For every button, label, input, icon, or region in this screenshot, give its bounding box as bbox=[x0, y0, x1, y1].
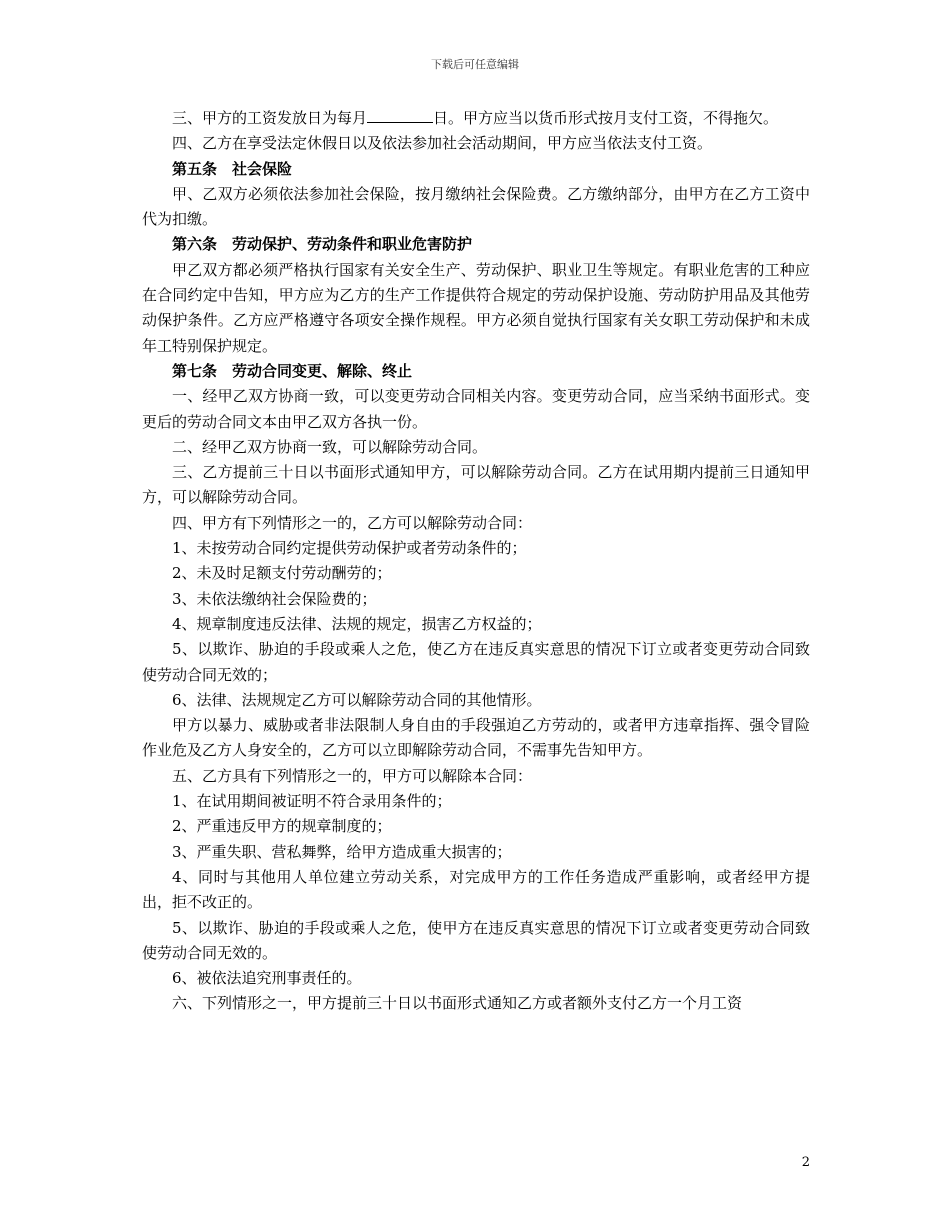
paragraph bbox=[142, 106, 810, 131]
paragraph: 6、被依法追究刑事责任的。 bbox=[172, 969, 362, 988]
page-header: 下载后可任意编辑 bbox=[431, 58, 519, 71]
paragraph: 4、规章制度违反法律、法规的规定，损害乙方权益的； bbox=[172, 614, 542, 633]
document-body bbox=[142, 106, 810, 1017]
section-heading: 第五条 社会保险 bbox=[172, 159, 293, 178]
paragraph: 2、严重违反甲方的规章制度的； bbox=[172, 817, 392, 836]
paragraph: 甲乙双方都必须严格执行国家有关安全生产、劳动保护、职业卫生等规定。有职业危害的工种应在合同约定中告知，甲方应为乙方的生产工作提供符合规定的劳动保护设施、劳动防护用品及其他劳动保护条件。乙方应严格遵守各项安全操作规程。甲方必须自觉执行国家有关女职工劳动保护和未成年工特别保护规定。 bbox=[142, 260, 810, 355]
paragraph: 5、以欺诈、胁迫的手段或乘人之危，使乙方在违反真实意思的情况下订立或者变更劳动合同致使劳动合同无效的； bbox=[142, 640, 810, 684]
paragraph: 六、下列情形之一，甲方提前三十日以书面形式通知乙方或者额外支付乙方一个月工资 bbox=[172, 994, 743, 1013]
paragraph: 1、未按劳动合同约定提供劳动保护或者劳动条件的； bbox=[172, 539, 527, 558]
paragraph: 5、以欺诈、胁迫的手段或乘人之危，使甲方在违反真实意思的情况下订立或者变更劳动合同致使劳动合同无效的。 bbox=[142, 918, 810, 962]
paragraph: 6、法律、法规规定乙方可以解除劳动合同的其他情形。 bbox=[172, 690, 542, 709]
paragraph: 1、在试用期间被证明不符合录用条件的； bbox=[172, 792, 452, 811]
paragraph: 甲、乙双方必须依法参加社会保险，按月缴纳社会保险费。乙方缴纳部分，由甲方在乙方工资中代为扣缴。 bbox=[142, 184, 810, 229]
page-number: 2 bbox=[801, 1155, 810, 1170]
paragraph: 2、未及时足额支付劳动酬劳的； bbox=[172, 564, 392, 583]
paragraph: 二、经甲乙双方协商一致，可以解除劳动合同。 bbox=[172, 437, 488, 456]
paragraph: 三、乙方提前三十日以书面形式通知甲方，可以解除劳动合同。乙方在试用期内提前三日通知甲方，可以解除劳动合同。 bbox=[142, 463, 810, 507]
section-heading: 第七条 劳动合同变更、解除、终止 bbox=[172, 361, 413, 380]
paragraph: 五、乙方具有下列情形之一的，甲方可以解除本合同： bbox=[172, 766, 533, 785]
paragraph-text-before: 三、甲方的工资发放日为每月 bbox=[172, 109, 368, 127]
paragraph-text-after: 日。甲方应当以货币形式按月支付工资，不得拖欠。 bbox=[433, 109, 779, 127]
paragraph: 甲方以暴力、威胁或者非法限制人身自由的手段强迫乙方劳动的，或者甲方违章指挥、强令冒险作业危及乙方人身安全的，乙方可以立即解除劳动合同，不需事先告知甲方。 bbox=[142, 716, 810, 760]
paragraph: 4、同时与其他用人单位建立劳动关系，对完成甲方的工作任务造成严重影响，或者经甲方提出，拒不改正的。 bbox=[142, 867, 810, 912]
paragraph: 3、未依法缴纳社会保险费的； bbox=[172, 589, 377, 608]
paragraph: 3、严重失职、营私舞弊，给甲方造成重大损害的； bbox=[172, 842, 512, 861]
section-heading: 第六条 劳动保护、劳动条件和职业危害防护 bbox=[172, 235, 473, 254]
paragraph: 一、经甲乙双方协商一致，可以变更劳动合同相关内容。变更劳动合同，应当采纳书面形式。变更后的劳动合同文本由甲乙双方各执一份。 bbox=[142, 387, 810, 431]
paragraph: 四、乙方在享受法定休假日以及依法参加社会活动期间，甲方应当依法支付工资。 bbox=[172, 134, 713, 153]
paragraph: 四、甲方有下列情形之一的，乙方可以解除劳动合同： bbox=[172, 513, 533, 532]
fill-in-blank bbox=[367, 106, 433, 123]
